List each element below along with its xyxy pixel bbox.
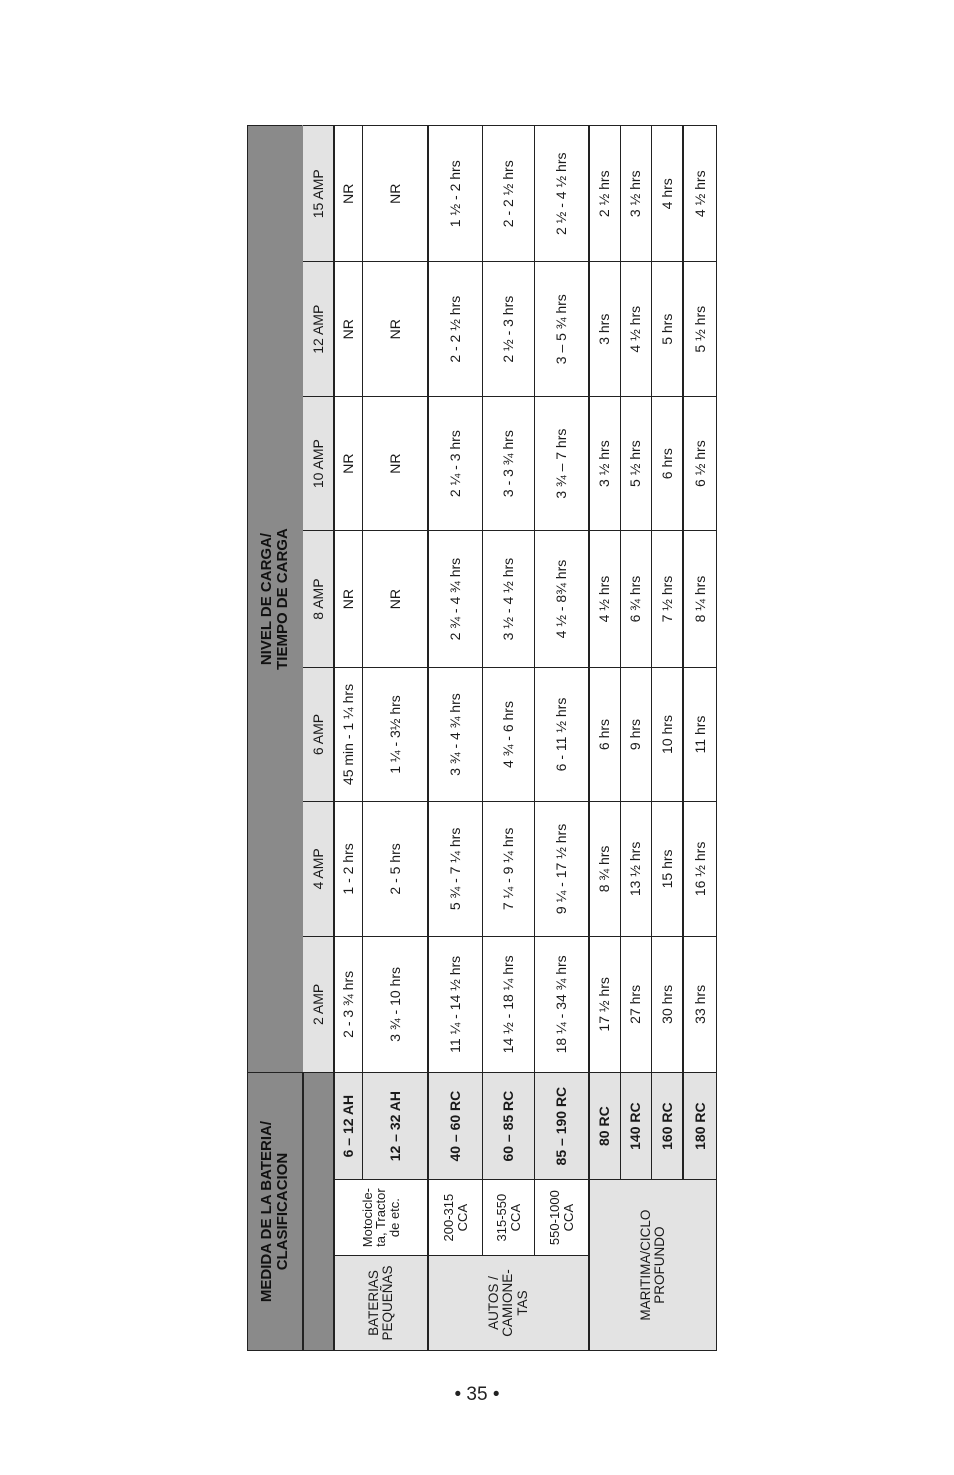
rating-cell: 180 RC [683,1073,716,1180]
time-cell: 9 hrs [620,667,651,801]
time-cell: 14 ½ - 18 ¼ hrs [482,936,534,1072]
time-cell: 2 - 2 ½ hrs [482,126,534,263]
time-cell: 4 ½ hrs [589,531,620,667]
time-cell: 4 ½ hrs [620,262,651,396]
time-cell: 7 ½ hrs [651,531,683,667]
time-cell: NR [334,531,363,667]
time-cell: 1 ½ - 2 hrs [428,126,482,263]
time-cell: 3 ¾ – 7 hrs [535,396,589,530]
time-cell: 4 ¾ - 6 hrs [482,667,534,801]
time-cell: 4 ½ hrs [683,126,716,263]
time-cell: 7 ¼ - 9 ¼ hrs [482,802,534,936]
rating-cell: 6 – 12 AH [334,1073,363,1180]
charge-level-header: NIVEL DE CARGA/ TIEMPO DE CARGA [248,126,303,1073]
time-cell: 4 hrs [651,126,683,263]
time-cell: 2 ½ - 3 hrs [482,262,534,396]
charge-time-table [247,125,717,1351]
subcategory-cca-200-315: 200-315 CCA [428,1180,482,1256]
time-cell: 13 ½ hrs [620,802,651,936]
time-cell: NR [334,126,363,263]
time-cell: 6 - 11 ½ hrs [535,667,589,801]
time-cell: 3 ½ hrs [620,126,651,263]
time-cell: 2 - 2 ½ hrs [428,262,482,396]
time-cell: 5 hrs [651,262,683,396]
time-cell: 3 hrs [589,262,620,396]
time-cell: 11 hrs [683,667,716,801]
time-cell: 2 ¾ - 4 ¾ hrs [428,531,482,667]
subcategory-cca-550-1000: 550-1000 CCA [535,1180,589,1256]
rating-cell: 140 RC [620,1073,651,1180]
time-cell: NR [363,531,428,667]
rotated-table-container [247,125,717,1351]
time-cell: 2 ½ hrs [589,126,620,263]
time-cell: 11 ¼ - 14 ½ hrs [428,936,482,1072]
amp-header-12: 12 AMP [303,262,334,396]
time-cell: 2 ½ - 4 ½ hrs [535,126,589,263]
time-cell: 15 hrs [651,802,683,936]
rating-cell: 80 RC [589,1073,620,1180]
time-cell: 2 - 5 hrs [363,802,428,936]
amp-header-10: 10 AMP [303,396,334,530]
time-cell: 8 ¾ hrs [589,802,620,936]
amp-header-2: 2 AMP [303,936,334,1072]
rating-cell: 60 – 85 RC [482,1073,534,1180]
time-cell: 3 - 3 ¾ hrs [482,396,534,530]
subcategory-cca-315-550: 315-550 CCA [482,1180,534,1256]
time-cell: 6 ¾ hrs [620,531,651,667]
time-cell: 1 ¼ - 3½ hrs [363,667,428,801]
time-cell: NR [334,396,363,530]
time-cell: NR [334,262,363,396]
time-cell: 5 ½ hrs [683,262,716,396]
amp-header-4: 4 AMP [303,802,334,936]
time-cell: 8 ¼ hrs [683,531,716,667]
category-marine-deep-cycle: MARITIMA/CICLO PROFUNDO [589,1180,717,1351]
amp-header-15: 15 AMP [303,126,334,263]
time-cell: 2 ¼ - 3 hrs [428,396,482,530]
amp-header-8: 8 AMP [303,531,334,667]
time-cell: 33 hrs [683,936,716,1072]
page-number: • 35 • [454,1384,500,1405]
time-cell: 3 ¾ - 10 hrs [363,936,428,1072]
time-cell: 9 ¼ - 17 ½ hrs [535,802,589,936]
time-cell: 10 hrs [651,667,683,801]
time-cell: 4 ½ - 8¾ hrs [535,531,589,667]
rating-cell: 160 RC [651,1073,683,1180]
time-cell: 2 - 3 ¾ hrs [334,936,363,1072]
time-cell: 17 ½ hrs [589,936,620,1072]
battery-size-header: MEDIDA DE LA BATERIA/ CLASIFICACION [248,1073,303,1351]
time-cell: 6 hrs [589,667,620,801]
time-cell: 3 ¾ - 4 ¾ hrs [428,667,482,801]
category-autos-trucks: AUTOS / CAMIONE- TAS [428,1256,589,1351]
time-cell: 6 hrs [651,396,683,530]
time-cell: 27 hrs [620,936,651,1072]
time-cell: 6 ½ hrs [683,396,716,530]
rating-cell: 85 – 190 RC [535,1073,589,1180]
time-cell: 3 – 5 ¾ hrs [535,262,589,396]
time-cell: NR [363,262,428,396]
time-cell: NR [363,396,428,530]
category-small-batteries: BATERIAS PEQUEÑAS [334,1256,428,1351]
time-cell: 5 ¾ - 7 ¼ hrs [428,802,482,936]
time-cell: 45 min - 1 ¼ hrs [334,667,363,801]
time-cell: 30 hrs [651,936,683,1072]
time-cell: 3 ½ hrs [589,396,620,530]
rating-cell: 40 – 60 RC [428,1073,482,1180]
time-cell: NR [363,126,428,263]
time-cell: 18 ¼ - 34 ¾ hrs [535,936,589,1072]
rating-cell: 12 – 32 AH [363,1073,428,1180]
time-cell: 5 ½ hrs [620,396,651,530]
time-cell: 16 ½ hrs [683,802,716,936]
time-cell: 3 ½ - 4 ½ hrs [482,531,534,667]
battery-size-header-spacer [303,1073,334,1351]
time-cell: 1 - 2 hrs [334,802,363,936]
subcategory-motorcycle: Motocicle- ta, Tractor de etc. [334,1180,428,1256]
amp-header-6: 6 AMP [303,667,334,801]
